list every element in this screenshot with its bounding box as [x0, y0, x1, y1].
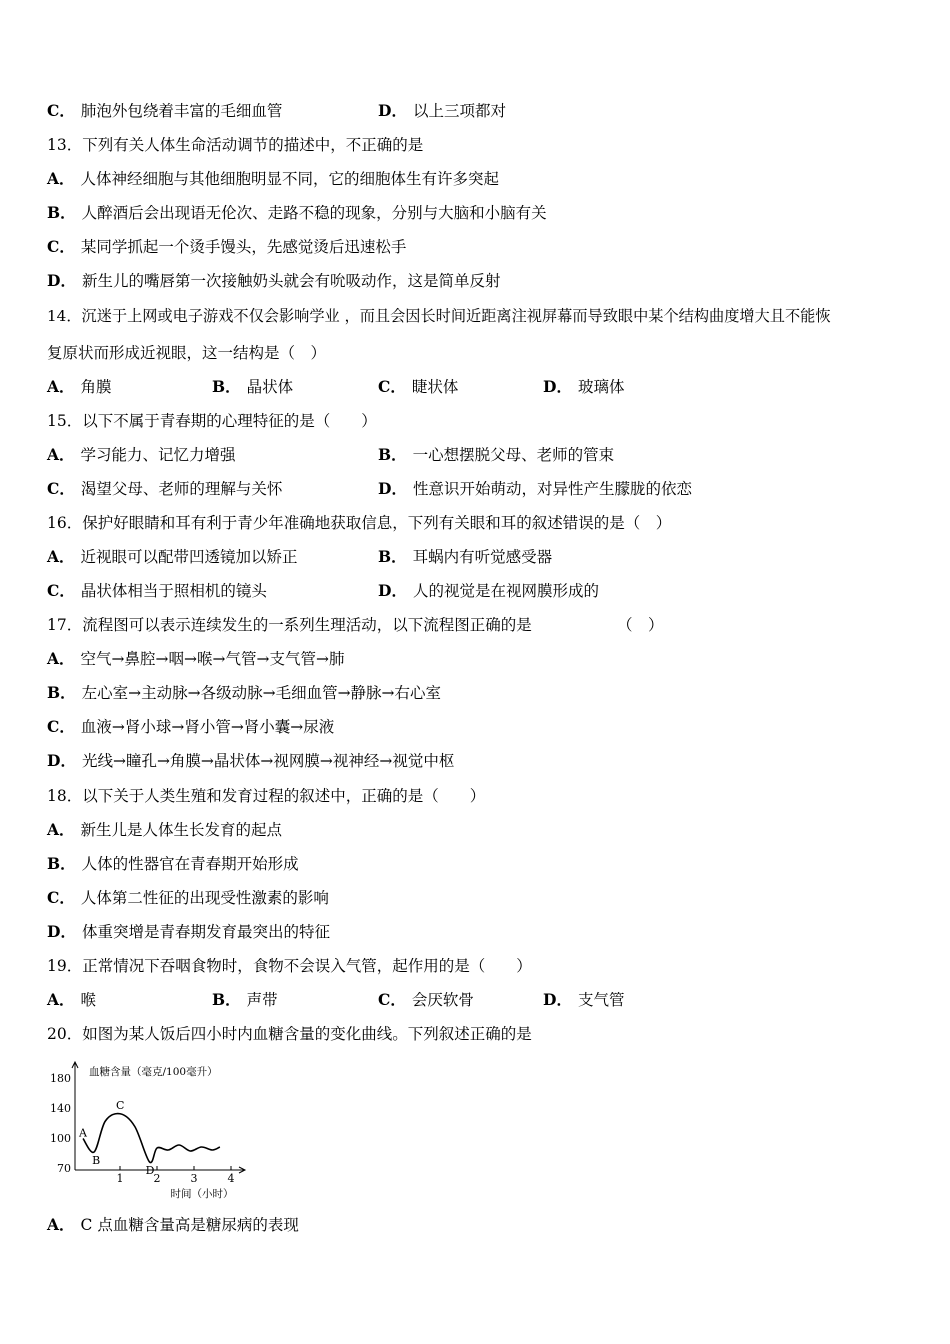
q13-option-a [47, 169, 499, 189]
option-label: B． [47, 683, 76, 702]
x-tick-label: 1 [116, 1172, 124, 1185]
option-text: 以上三项都对 [412, 102, 506, 120]
q17-option-a [47, 649, 344, 669]
y-tick-label: 100 [50, 1132, 71, 1145]
option-text: 性意识开始萌动，对异性产生朦胧的依恋 [412, 480, 692, 498]
option-text: 学习能力、记忆力增强 [80, 446, 236, 464]
option-label: B． [212, 377, 241, 396]
q17-option-b [47, 683, 441, 703]
option-text: 晶状体相当于照相机的镜头 [80, 582, 267, 600]
option-label: B． [47, 854, 76, 873]
point-label-b: B [92, 1154, 101, 1167]
option-text: 角膜 [80, 378, 112, 396]
q19-option-b [212, 990, 278, 1010]
blood-sugar-curve [83, 1114, 220, 1163]
q18-option-d [47, 922, 330, 942]
option-label: D． [543, 377, 572, 396]
q13-stem: 13．下列有关人体生命活动调节的描述中，不正确的是 [47, 136, 424, 154]
q14-stem-line1: 14．沉迷于上网或电子游戏不仅会影响学业 ，而且会因长时间近距离注视屏幕而导致眼中某个结构曲度增大且不能恢 [47, 307, 831, 325]
q18-stem: 18．以下关于人类生殖和发育过程的叙述中，正确的是（ ） [47, 787, 486, 805]
option-label: C． [47, 479, 75, 498]
option-text: 声带 [246, 991, 278, 1009]
option-label: D． [47, 751, 76, 770]
option-text: 人体的性器官在青春期开始形成 [81, 855, 299, 873]
q12-option-d [378, 101, 506, 121]
q15-option-c [47, 479, 282, 499]
option-text: 晶状体 [246, 378, 294, 396]
point-label-d: D [145, 1164, 155, 1177]
option-label: B． [378, 547, 407, 566]
option-text: 人的视觉是在视网膜形成的 [412, 582, 599, 600]
option-label: A． [47, 377, 75, 396]
q18-option-c [47, 888, 329, 908]
option-text: 睫状体 [411, 378, 459, 396]
option-label: D． [378, 479, 407, 498]
option-text: 某同学抓起一个烫手馒头，先感觉烫后迅速松手 [80, 238, 407, 256]
x-tick-label: 3 [190, 1172, 198, 1185]
option-text: 左心室→主动脉→各级动脉→毛细血管→静脉→右心室 [81, 684, 442, 702]
q18-option-b [47, 854, 299, 874]
q17-stem: 17．流程图可以表示连续发生的一系列生理活动，以下流程图正确的是 [47, 616, 532, 634]
x-axis-label: 时间（小时） [170, 1188, 234, 1200]
q15-stem: 15．以下不属于青春期的心理特征的是（ ） [47, 412, 377, 430]
option-text: 血液→肾小球→肾小管→肾小囊→尿液 [80, 718, 335, 736]
option-label: A． [47, 649, 75, 668]
y-tick-label: 70 [57, 1162, 71, 1175]
option-text: 一心想摆脱父母、老师的管束 [412, 446, 615, 464]
q16-option-d [378, 581, 599, 601]
q20-option-a [47, 1215, 299, 1235]
option-label: D． [47, 922, 76, 941]
option-text: 玻璃体 [577, 378, 625, 396]
q19-option-d [543, 990, 624, 1010]
q15-option-b [378, 445, 614, 465]
y-axis-label: 血糖含量（毫克/100毫升） [89, 1066, 218, 1078]
q14-option-d [543, 377, 624, 397]
option-text: 人体第二性征的出现受性激素的影响 [80, 889, 329, 907]
blood-sugar-chart [47, 1058, 287, 1204]
option-label: D． [543, 990, 572, 1009]
x-tick-label: 4 [227, 1172, 235, 1185]
q15-option-d [378, 479, 692, 499]
option-text: 渴望父母、老师的理解与关怀 [80, 480, 283, 498]
x-tick-label: 2 [153, 1172, 161, 1185]
option-label: B． [212, 990, 241, 1009]
q16-option-a [47, 547, 298, 567]
y-tick-label: 140 [50, 1102, 71, 1115]
option-label: C． [47, 101, 75, 120]
option-label: B． [378, 445, 407, 464]
q16-option-b [378, 547, 552, 567]
q12-option-c [47, 101, 282, 121]
q17-option-c [47, 717, 334, 737]
q17-answer-paren: （ ） [617, 616, 664, 634]
q20-stem: 20．如图为某人饭后四小时内血糖含量的变化曲线。下列叙述正确的是 [47, 1025, 532, 1043]
option-label: A． [47, 169, 75, 188]
q16-stem: 16．保护好眼睛和耳有利于青少年准确地获取信息，下列有关眼和耳的叙述错误的是（ ） [47, 514, 672, 532]
option-text: 体重突增是青春期发育最突出的特征 [81, 923, 330, 941]
option-label: A． [47, 1215, 75, 1234]
q17-option-d [47, 751, 454, 771]
option-text: 新生儿的嘴唇第一次接触奶头就会有吮吸动作，这是简单反射 [81, 272, 501, 290]
option-label: A． [47, 820, 75, 839]
q19-option-a [47, 990, 96, 1010]
option-text: C 点血糖含量高是糖尿病的表现 [80, 1216, 299, 1234]
option-text: 会厌软骨 [411, 991, 474, 1009]
option-text: 喉 [80, 991, 97, 1009]
q14-option-a [47, 377, 112, 397]
option-label: C． [378, 990, 406, 1009]
option-text: 新生儿是人体生长发育的起点 [80, 821, 283, 839]
point-label-c: C [116, 1098, 125, 1112]
option-text: 支气管 [577, 991, 625, 1009]
q14-option-c [378, 377, 458, 397]
option-label: C． [47, 581, 75, 600]
y-tick-label: 180 [50, 1072, 71, 1085]
option-label: C． [47, 888, 75, 907]
point-label-a: A [79, 1126, 87, 1140]
option-text: 近视眼可以配带凹透镜加以矫正 [80, 548, 298, 566]
option-label: B． [47, 203, 76, 222]
q19-option-c [378, 990, 474, 1010]
q13-option-c [47, 237, 406, 257]
option-text: 人体神经细胞与其他细胞明显不同，它的细胞体生有许多突起 [80, 170, 500, 188]
option-text: 肺泡外包绕着丰富的毛细血管 [80, 102, 283, 120]
option-label: C． [378, 377, 406, 396]
option-text: 人醉酒后会出现语无伦次、走路不稳的现象，分别与大脑和小脑有关 [81, 204, 547, 222]
q14-option-b [212, 377, 293, 397]
option-label: D． [378, 581, 407, 600]
option-text: 空气→鼻腔→咽→喉→气管→支气管→肺 [80, 650, 345, 668]
q16-option-c [47, 581, 267, 601]
option-text: 光线→瞳孔→角膜→晶状体→视网膜→视神经→视觉中枢 [81, 752, 455, 770]
option-label: A． [47, 990, 75, 1009]
option-label: C． [47, 237, 75, 256]
option-label: A． [47, 547, 75, 566]
q15-option-a [47, 445, 236, 465]
q19-stem: 19．正常情况下吞咽食物时，食物不会误入气管，起作用的是（ ） [47, 957, 532, 975]
option-text: 耳蜗内有听觉感受器 [412, 548, 553, 566]
q14-stem-line2: 复原状而形成近视眼，这一结构是（ ） [47, 344, 327, 362]
q13-option-d [47, 271, 500, 291]
option-label: C． [47, 717, 75, 736]
q13-option-b [47, 203, 547, 223]
option-label: D． [47, 271, 76, 290]
q18-option-a [47, 820, 282, 840]
option-label: A． [47, 445, 75, 464]
option-label: D． [378, 101, 407, 120]
